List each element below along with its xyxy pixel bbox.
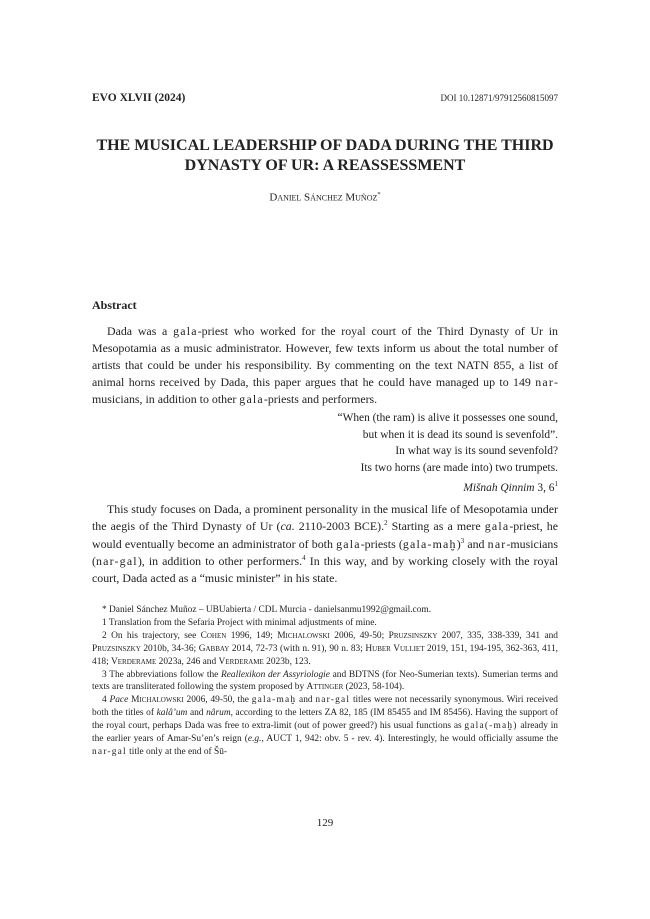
footnote-italic: kalâ’um xyxy=(156,708,188,719)
cited-work: Reallexikon der Assyriologie xyxy=(221,669,330,680)
footnote-segment: 2019, 151, 194-195, 362-363, 411, 418; xyxy=(92,643,559,667)
footnote-marker: 1 xyxy=(554,480,558,488)
epigraph-source-title: Mišnah Qinnim xyxy=(463,481,535,494)
body-segment: ), in addition to other performers. xyxy=(137,553,303,568)
sumerian-term: nar xyxy=(535,375,555,389)
footnotes xyxy=(92,604,558,759)
footnote-3 xyxy=(92,669,558,695)
body-segment: -priests ( xyxy=(360,536,403,551)
body-italic: ca. xyxy=(280,519,295,534)
footnote-1: 1 Translation from the Sefaria Project with minimal adjustments of mine. xyxy=(102,617,377,628)
footnote-segment: 1996, 149; xyxy=(226,630,278,641)
footnote-segment: 2014, 72-73 (with n. 91), 90 n. 83; xyxy=(229,643,366,654)
sumerian-term: nar-gal xyxy=(95,553,138,568)
epigraph-source xyxy=(250,476,558,496)
footnote-segment: 4 xyxy=(102,695,110,706)
footnote-segment: , according to the letters ZA 82, 185 (IM 85455 and IM 85456). Having the support of the royal court, perhaps Dada was free to extra-limit (out of power greed?) his usual functions as xyxy=(92,708,558,732)
epigraph-line: but when it is dead its sound is sevenfold”. xyxy=(362,428,558,441)
cited-author: Verderame xyxy=(218,656,264,667)
body-segment: In this way, and by working closely with the royal court, Dada acted as a “music minister” in his state. xyxy=(92,553,558,586)
footnote-marker: 2 xyxy=(384,519,388,528)
cited-author: Michalowski xyxy=(277,630,330,641)
footnote-segment: 2007, 335, 338-339, 341 and xyxy=(437,630,558,641)
body-segment: -priest, he would eventually become an administrator of both xyxy=(92,519,558,551)
body-segment: ) xyxy=(456,536,461,551)
cited-author: Cohen xyxy=(200,630,227,641)
footnote-italic: nârum xyxy=(206,708,231,719)
abstract-segment: Dada was a xyxy=(107,324,174,338)
sumerian-term: gala-maḫ xyxy=(251,695,297,706)
footnote-italic: Pace xyxy=(109,695,129,706)
body-segment: 2110-2003 BCE). xyxy=(294,519,385,534)
sumerian-term: nar xyxy=(487,536,507,551)
abstract-segment: -priests and performers. xyxy=(263,392,378,406)
footnote-segment: 2 On his trajectory, see xyxy=(102,630,201,641)
cited-author: Michalowski xyxy=(131,695,184,706)
article-title: THE MUSICAL LEADERSHIP OF DADA DURING THE THIRD DYNASTY OF UR: A REASSESSMENT xyxy=(96,137,554,174)
epigraph-line: “When (the ram) is alive it possesses one sound, xyxy=(337,412,558,424)
body-segment: This study focuses on Dada, a prominent personality in the musical life of Mesopotamia under the aegis of the Third Dynasty of Ur ( xyxy=(92,502,558,534)
footnote-author: * Daniel Sánchez Muñoz – UBUabierta / CDL Murcia - danielsanmu1992@gmail.com. xyxy=(102,605,432,615)
sumerian-term: gala xyxy=(336,536,361,551)
abstract-segment: -priest who worked for the royal court of the Third Dynasty of Ur in Mesopotamia as a music administrator. However, few texts inform us about the total number of artists that could be under his responsibility. By commenting on the text NATN 855, a list of animal horns received by Dada, this paper argues that he could have managed up to 149 xyxy=(92,324,558,389)
footnote-segment: , AUCT 1, 942: obv. 5 - rev. 4). Interestingly, he would officially assume the xyxy=(261,734,559,745)
body-segment: -musicians ( xyxy=(92,536,558,568)
footnote-italic: e.g. xyxy=(247,734,262,745)
footnote-4 xyxy=(92,694,558,759)
body-segment: Starting as a mere xyxy=(387,519,485,534)
epigraph-line: In what way is its sound sevenfold? xyxy=(395,445,558,457)
footnote-segment: already in the earlier years of Amar-Su’en’s reign ( xyxy=(92,721,558,745)
footnote-segment: (2023, 58-104). xyxy=(343,682,405,693)
footnote-segment: 2006, 49-50; xyxy=(329,630,389,641)
sumerian-term: gala-maḫ xyxy=(402,536,457,551)
author-footnote-marker: * xyxy=(377,191,381,198)
epigraph xyxy=(250,410,558,496)
footnote-segment: and xyxy=(296,695,316,706)
sumerian-term: nar-gal xyxy=(315,695,351,706)
footnote-segment: 2023b, 123. xyxy=(263,656,311,667)
footnote-segment: 2010b, 34-36; xyxy=(140,643,199,654)
body-segment: and xyxy=(464,536,488,551)
sumerian-term: gala(-maḫ) xyxy=(464,721,518,732)
cited-author: Pruzsinszky xyxy=(92,643,141,654)
footnote-segment: title only at the end of Šū- xyxy=(126,746,228,757)
author-name: Daniel Sánchez Muñoz xyxy=(269,191,378,204)
footnote-segment: and BDTNS (for Neo-Sumerian texts). Sumerian terms and texts are transliterated following the system proposed by xyxy=(92,669,558,693)
footnote-segment: 2023a, 246 and xyxy=(156,656,219,667)
cited-author: Verderame xyxy=(111,656,157,667)
running-head xyxy=(92,92,558,106)
abstract-segment: -musicians, in addition to other xyxy=(92,375,558,406)
abstract-text xyxy=(92,323,558,408)
footnote-segment: titles were not necessarily synonymous. Wiri received both the titles of xyxy=(92,695,558,719)
footnote-segment: 2006, 49-50, the xyxy=(183,695,252,706)
cited-author: Gabbay xyxy=(198,643,230,654)
epigraph-line: Its two horns (are made into) two trumpets. xyxy=(360,461,558,474)
sumerian-term: gala xyxy=(484,519,510,534)
body-paragraph xyxy=(92,501,558,587)
footnote-marker: 3 xyxy=(460,536,465,545)
epigraph-source-ref: 3, 6 xyxy=(537,481,555,494)
cited-author: Huber Vulliet xyxy=(365,643,425,654)
footnote-segment: and xyxy=(187,708,207,719)
sumerian-term: nar-gal xyxy=(92,746,127,757)
abstract-heading: Abstract xyxy=(92,298,137,312)
journal-label: EVO XLVII (2024) xyxy=(92,92,186,104)
footnote-segment: 3 The abbreviations follow the xyxy=(102,669,222,680)
footnote-2 xyxy=(92,630,558,669)
cited-author: Attinger xyxy=(306,682,344,693)
doi-label: DOI 10.12871/97912560815097 xyxy=(440,93,558,103)
sumerian-term: gala xyxy=(173,324,198,338)
cited-author: Pruzsinszky xyxy=(388,630,438,641)
sumerian-term: gala xyxy=(239,392,264,406)
author-line xyxy=(0,191,650,204)
page-number: 129 xyxy=(316,817,334,829)
footnote-marker: 4 xyxy=(302,553,306,562)
